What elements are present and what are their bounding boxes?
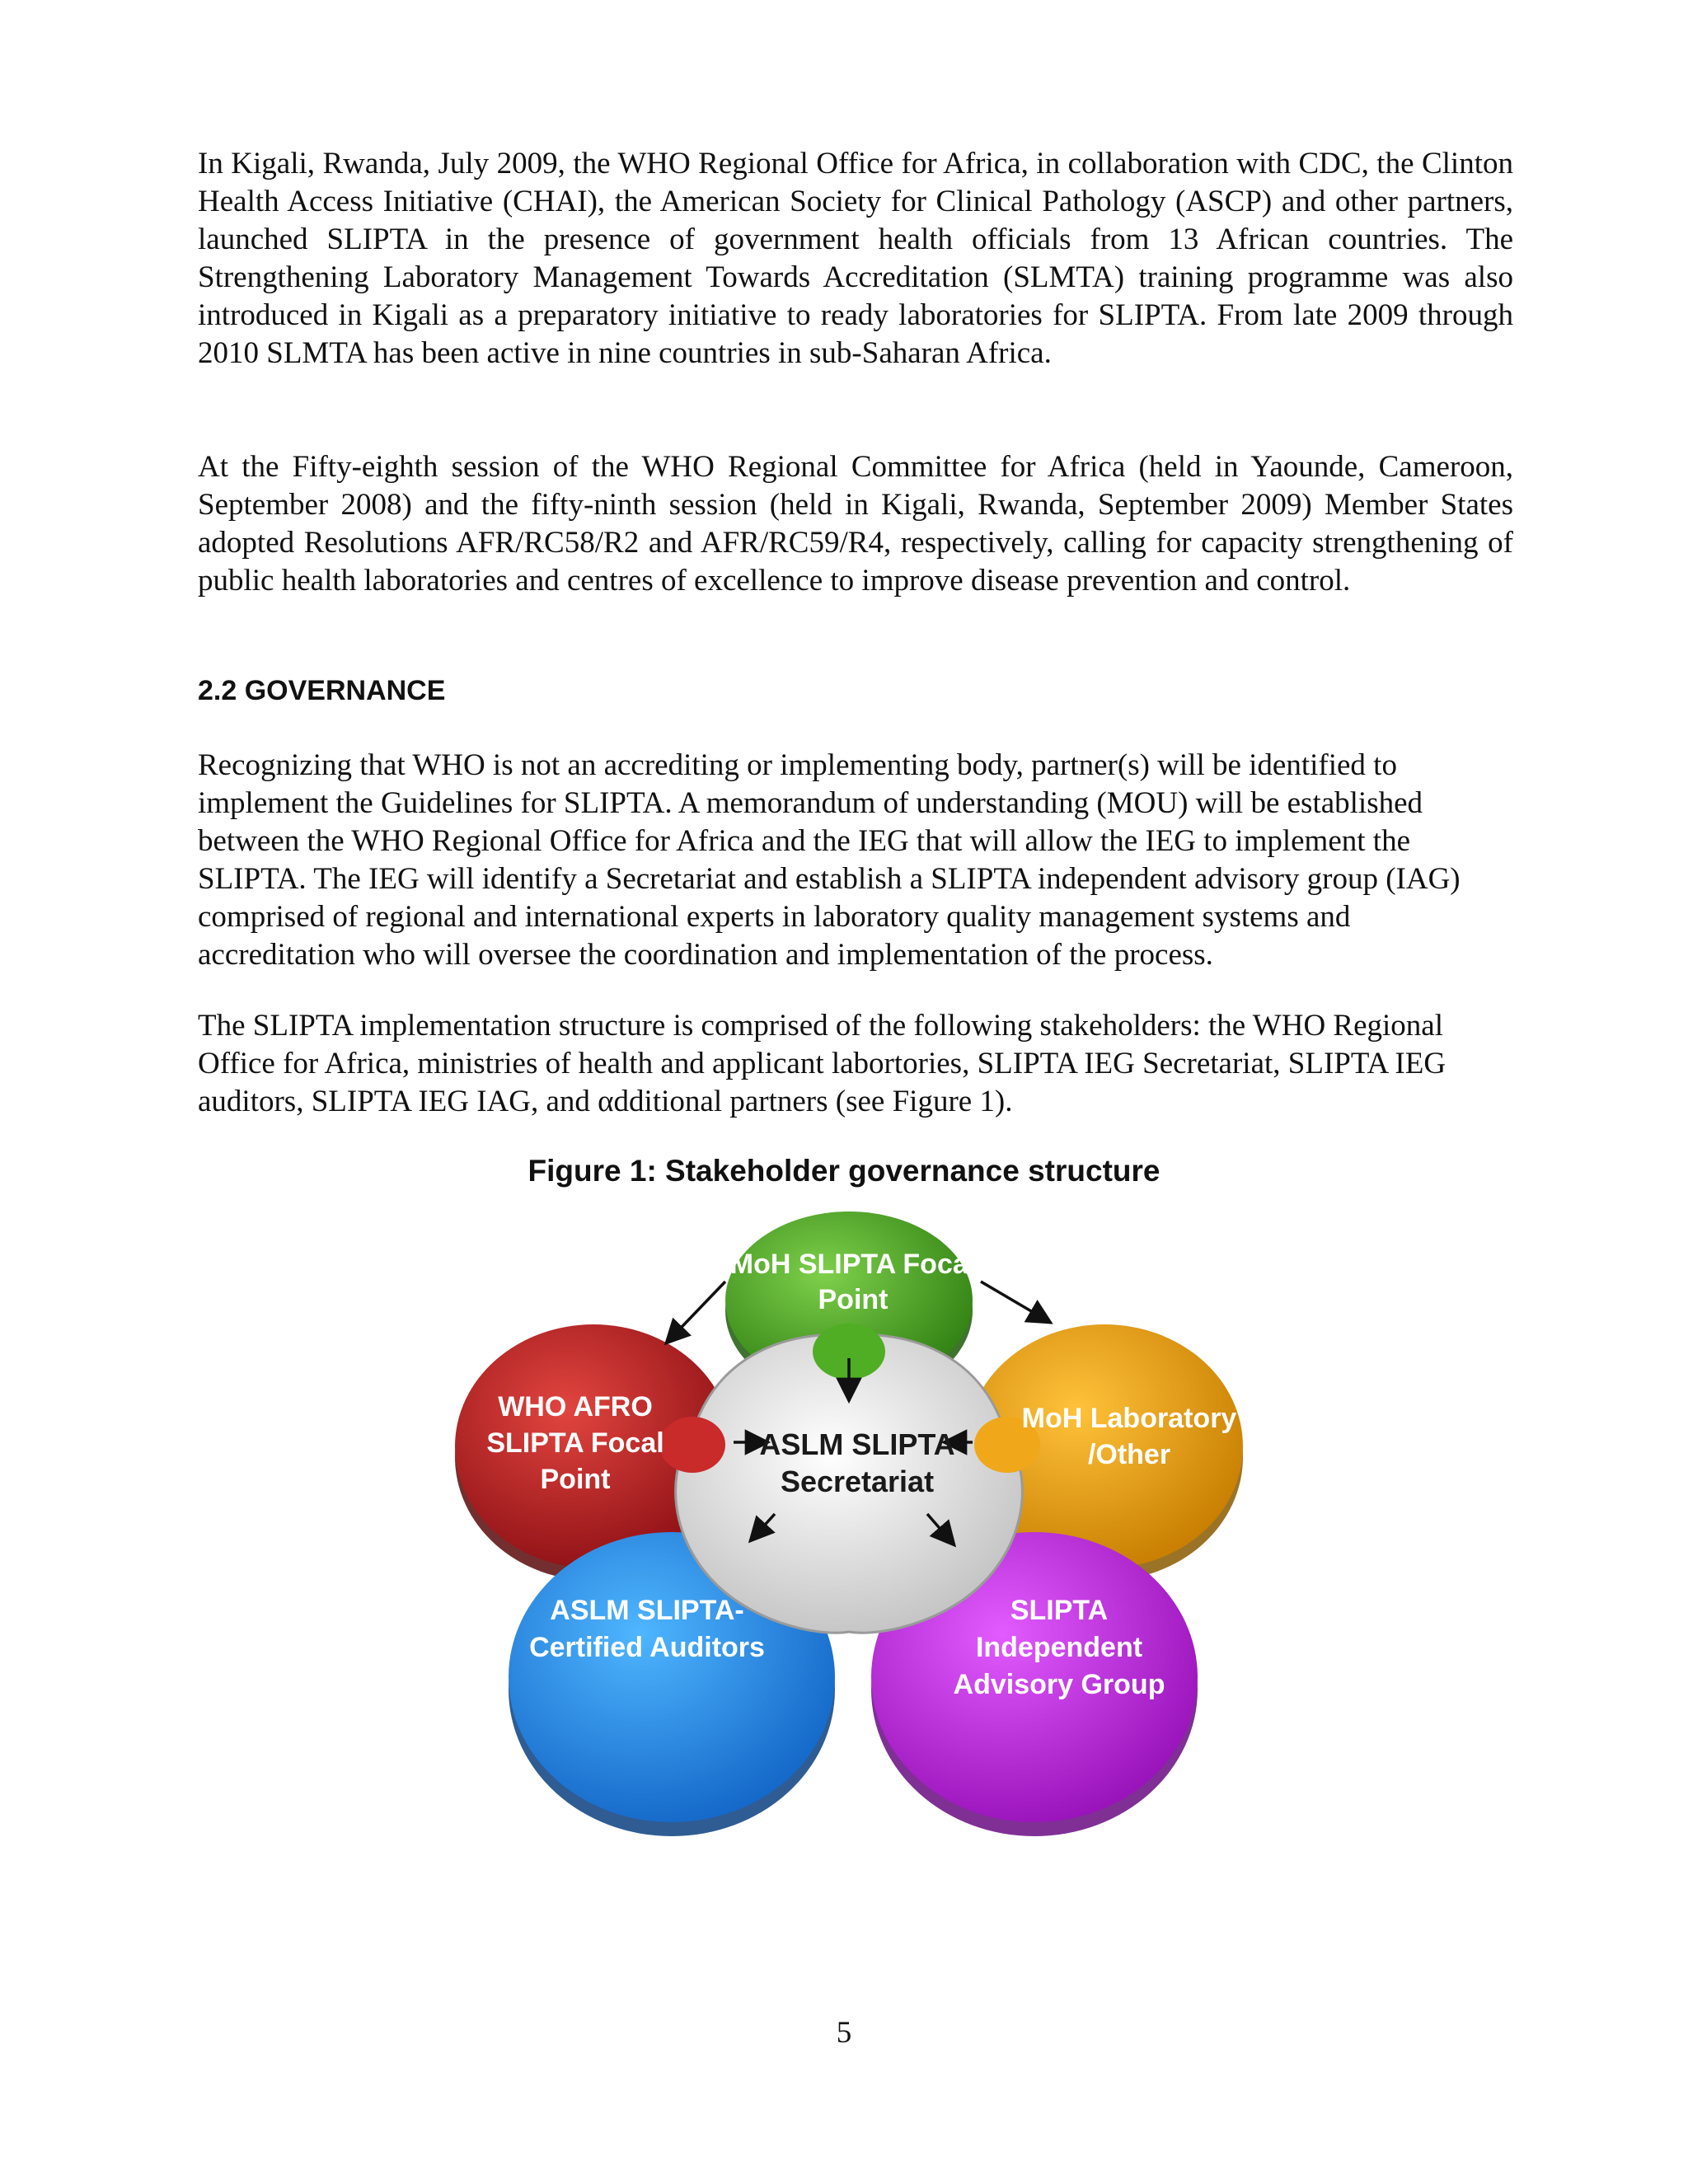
label-auditors-line2: Certified Auditors bbox=[529, 1632, 765, 1663]
label-moh-focal-line2: Point bbox=[818, 1284, 889, 1315]
label-auditors-line1: ASLM SLIPTA- bbox=[550, 1595, 744, 1626]
label-secretariat-line2: Secretariat bbox=[780, 1465, 935, 1498]
label-who-afro-line2: SLIPTA Focal bbox=[486, 1427, 664, 1459]
arrow-to-who-afro bbox=[666, 1282, 725, 1343]
arrow-to-moh-laboratory bbox=[981, 1282, 1051, 1323]
label-iag-line3: Advisory Group bbox=[953, 1669, 1165, 1700]
stakeholder-governance-diagram bbox=[445, 1212, 1253, 1871]
label-who-afro-line3: Point bbox=[540, 1464, 611, 1495]
section-heading-governance: 2.2 GOVERNANCE bbox=[198, 675, 446, 706]
label-who-afro-line1: WHO AFRO bbox=[498, 1391, 653, 1422]
page-number: 5 bbox=[836, 2016, 852, 2050]
label-moh-focal-line1: MoH SLIPTA Focal bbox=[729, 1249, 977, 1280]
paragraph-regional-committee: At the Fifty-eighth session of the WHO Regional Committee for Africa (held in Yaounde, Cameroon, September 2008) and the fifty-ninth session (held in Kigali, Rwanda, September 2009) Member States adopted Resolutions AFR/RC58/R2 and AFR/RC59/R4, respectively, calling for capacity strengthening of public health laboratories and centres of excellence to improve disease prevention and control. bbox=[198, 450, 1513, 598]
label-iag-line2: Independent bbox=[975, 1632, 1143, 1663]
label-moh-lab-line1: MoH Laboratory bbox=[1021, 1403, 1237, 1434]
figure-caption: Figure 1: Stakeholder governance structure bbox=[528, 1154, 1160, 1188]
label-iag-line1: SLIPTA bbox=[1010, 1595, 1109, 1626]
paragraph-slipta-launch: In Kigali, Rwanda, July 2009, the WHO Regional Office for Africa, in collaboration with CDC, the Clinton Health Access Initiative (CHAI), the American Society for Clinical Pathology (ASCP) and other partners, launched SLIPTA in the presence of government health officials from 13 African countries. The Strengthening Laboratory Management Towards Accreditation (SLMTA) training programme was also introduced in Kigali as a preparatory initiative to ready laboratories for SLIPTA. From late 2009 through 2010 SLMTA has been active in nine countries in sub-Saharan Africa. bbox=[198, 147, 1513, 370]
paragraph-implementation-structure: The SLIPTA implementation structure is comprised of the following stakeholders: the WHO Regional Office for Africa, ministries of health and applicant labortories, SLIPTA IEG Secretariat, SLIPTA IEG auditors, SLIPTA IEG IAG, and αdditional partners (see Figure 1). bbox=[198, 1009, 1447, 1118]
paragraph-governance-partners: Recognizing that WHO is not an accrediting or implementing body, partner(s) will be identified to implement the Guidelines for SLIPTA. A memorandum of understanding (MOU) will be established between the WHO Regional Office for Africa and the IEG that will allow the IEG to implement the SLIPTA. The IEG will identify a Secretariat and establish a SLIPTA independent advisory group (IAG) comprised of regional and international experts in laboratory quality management systems and accreditation who will oversee the coordination and implementation of the process. bbox=[198, 748, 1461, 972]
label-moh-lab-line2: /Other bbox=[1087, 1439, 1171, 1470]
label-secretariat-line1: ASLM SLIPTA bbox=[759, 1427, 955, 1461]
